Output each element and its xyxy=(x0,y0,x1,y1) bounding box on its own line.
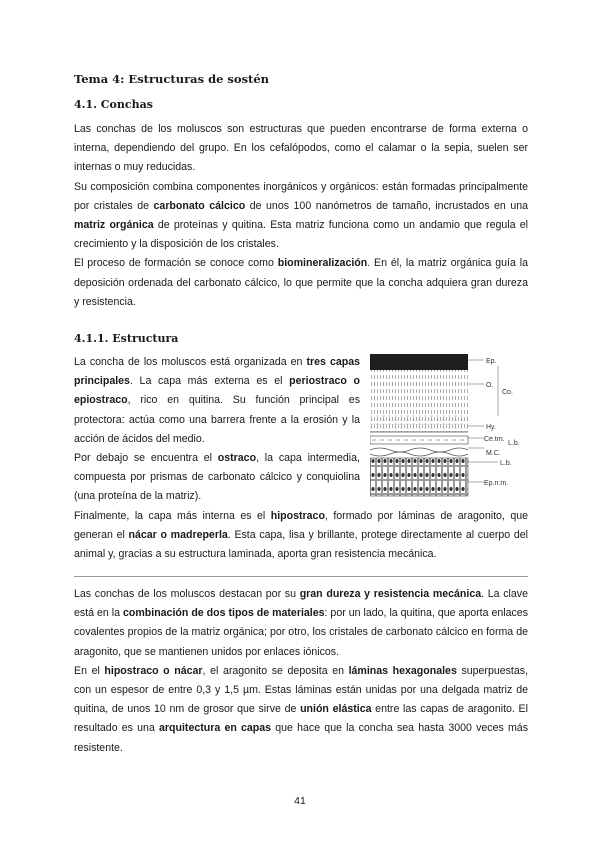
section-2-text-full xyxy=(74,507,528,565)
bold-term: gran dureza y resistencia mecánica xyxy=(299,588,482,600)
section-3-text xyxy=(74,585,528,758)
text-run: : por un lado, la quitina, que aporta enlaces covalentes propios de la matriz orgánica; por otro, los cristales de carbonato cálcico en forma de aragonito, que se mantienen unidos por enlaces iónicos. xyxy=(74,607,528,658)
periostracum-layer xyxy=(370,354,468,370)
text-run: En el xyxy=(74,664,105,677)
bold-term: carbonato cálcico xyxy=(153,199,246,212)
figure-label: M.C. xyxy=(486,450,501,457)
bold-term: matriz orgánica xyxy=(74,219,154,232)
bold-term: biomineralización xyxy=(277,257,368,270)
bold-term: arquitectura en capas xyxy=(159,722,272,735)
text-run: Su composición combina componentes inorgánicos y orgánicos: están formadas principalmente por cristales de xyxy=(74,180,528,212)
text-run: La concha de los moluscos está organizada en xyxy=(74,356,307,368)
paragraph xyxy=(74,449,360,507)
hypostracum-layer xyxy=(370,414,468,432)
text-run: Las conchas de los moluscos destacan por su xyxy=(74,588,300,600)
bold-term: nácar o madreperla xyxy=(128,529,228,542)
bold-term: combinación de dos tipos de materiales xyxy=(123,607,325,620)
section-1-text xyxy=(74,120,528,312)
paragraph xyxy=(74,120,528,178)
text-run: . Esta capa, lisa y brillante, protege directamente al cuerpo del animal y, gracias a su estructura laminada, aporta gran resistencia mecánica. xyxy=(74,529,529,561)
bold-term: ostraco xyxy=(217,452,257,465)
section-divider xyxy=(74,576,528,577)
text-run: . La capa más externa es el xyxy=(129,375,290,388)
text-run: . La clave está en la xyxy=(74,588,528,620)
section-2-text-beside-figure xyxy=(74,353,360,507)
text-run: Las conchas de los moluscos son estructuras que pueden encontrarse de forma externa o interna, dependiendo del grupo. En los cefalópodos, como el calamar o la sepia, suelen ser internas o muy reducidas. xyxy=(74,123,528,174)
paragraph xyxy=(74,353,360,449)
epithelium-layer xyxy=(370,458,468,496)
figure-label: O. xyxy=(486,382,494,389)
text-run: , la capa intermedia, compuesta por prismas de carbonato cálcico y conquiolina (una proteína de la matriz). xyxy=(74,452,360,503)
text-run: de proteínas y quitina. Esta matriz funciona como un andamio que regula el crecimiento y la disposición de los cristales. xyxy=(74,219,528,251)
text-run: , formado por láminas de aragonito, que generan el xyxy=(74,510,528,542)
figure-label: L.b. xyxy=(500,460,512,467)
bold-term: periostraco o epiostraco xyxy=(74,375,360,407)
chapter-heading: Tema 4: Estructuras de sostén xyxy=(74,72,270,86)
bold-term: hipostraco o nácar xyxy=(104,664,203,677)
bold-term: tres capas principales xyxy=(74,356,360,388)
paragraph xyxy=(74,507,528,565)
bold-term: unión elástica xyxy=(300,703,372,716)
text-run: Por debajo se encuentra el xyxy=(74,452,218,465)
paragraph xyxy=(74,178,528,255)
text-run: El proceso de formación se conoce como xyxy=(74,257,278,270)
paragraph xyxy=(74,585,528,662)
paragraph xyxy=(74,254,528,312)
figure-label: Ep. xyxy=(486,358,497,365)
text-run: . En él, la matriz orgánica guía la deposición ordenada del carbonato cálcico, lo que permite que la concha adquiera gran dureza y resistencia. xyxy=(74,257,528,308)
figure-label: Co. xyxy=(502,389,513,396)
text-run: superpuestas, con un espesor de entre 0,3 y 1,5 µm. Estas láminas están unidas por una delgada matriz de quitina, de unos 10 nm de grosor que sirve de xyxy=(74,664,528,716)
page-number: 41 xyxy=(294,795,306,807)
section-heading-estructura: 4.1.1. Estructura xyxy=(74,332,179,345)
shell-layers-figure xyxy=(370,354,530,498)
figure-label: Ce.tm. xyxy=(484,436,505,443)
text-run: entre las capas de aragonito. El resultado es una xyxy=(74,703,528,735)
text-run: que hace que la concha sea hasta 3000 veces más resistente. xyxy=(74,722,528,754)
paragraph xyxy=(74,662,528,758)
text-run: Finalmente, la capa más interna es el xyxy=(74,510,271,522)
section-heading-conchas: 4.1. Conchas xyxy=(74,98,153,111)
text-run: , rico en quitina. Su función principal es protectora: actúa como una barrera frente a la erosión y la acción de ácidos del medio. xyxy=(74,394,360,445)
figure-label: Ep.n.m. xyxy=(484,480,509,487)
figure-label: Hy. xyxy=(486,424,496,431)
bold-term: hipostraco xyxy=(270,510,325,522)
figure-label: L.b. xyxy=(508,440,520,447)
text-run: , el aragonito se deposita en xyxy=(202,664,349,677)
bold-term: láminas hexagonales xyxy=(348,664,457,677)
text-run: de unos 100 nanómetros de tamaño, incrustados en una xyxy=(245,199,529,212)
shell-layers-diagram xyxy=(370,354,530,498)
